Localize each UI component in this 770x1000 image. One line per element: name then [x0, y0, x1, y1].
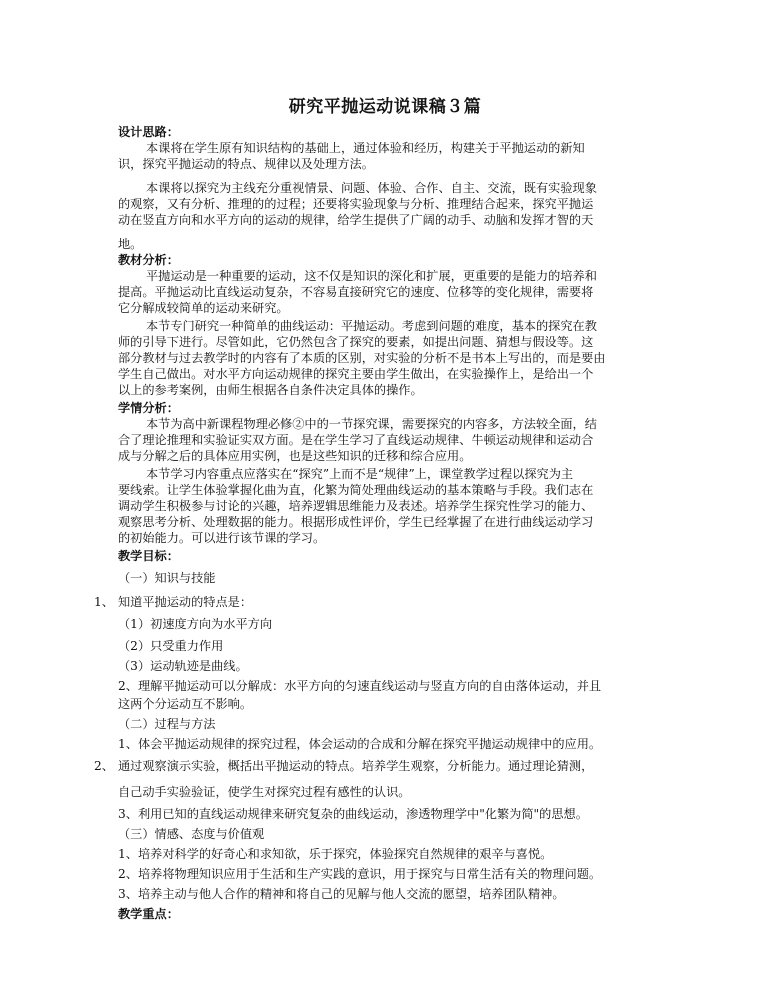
section-heading-key: 教学重点：: [118, 907, 179, 921]
point-item: （1）初速度方向为水平方向: [118, 617, 273, 631]
paragraph-line: 合了理论推理和实验证实双方面。是在学生学习了直线运动规律、牛顿运动规律和运动合: [118, 433, 594, 447]
paragraph-line: 3、利用已知的直线运动规律来研究复杂的曲线运动，渗透物理学中"化繁为简"的思想。: [118, 807, 588, 821]
paragraph-line: 学生自己做出。对水平方向运动规律的探究主要由学生做出，在实验操作上，是给出一个: [118, 367, 594, 381]
paragraph-line: 本节学习内容重点应落实在“探究”上而不是“规律”上，课堂教学过程以探究为主: [146, 467, 574, 481]
list-item: 知道平抛运动的特点是：: [118, 595, 253, 609]
paragraph-line: 地。: [118, 237, 143, 251]
paragraph-line: 动在竖直方向和水平方向的运动的规律，给学生提供了广阔的动手、动脑和发挥才智的天: [118, 213, 594, 227]
list-number: 2、: [94, 759, 114, 773]
paragraph-line: 提高。平抛运动比直线运动复杂，不容易直接研究它的速度、位移等的变化规律，需要将: [118, 285, 594, 299]
subheading-emotion: （三）情感、态度与价值观: [118, 827, 265, 841]
paragraph-line: 1、培养对科学的好奇心和求知欲，乐于探究，体验探究自然规律的艰辛与喜悦。: [118, 847, 553, 861]
section-heading-material: 教材分析：: [118, 253, 179, 267]
document-title: 研究平抛运动说课稿３篇: [288, 97, 482, 117]
paragraph-line: 本节为高中新课程物理必修②中的一节探究课，需要探究的内容多，方法较全面，结: [146, 417, 597, 431]
paragraph-line: 要线索。让学生体验掌握化曲为直，化繁为简处理曲线运动的基本策略与手段。我们志在: [118, 483, 594, 497]
paragraph-line: 的观察，又有分析、推理的的过程；还要将实验现象与分析、推理结合起来，探究平抛运: [118, 197, 594, 211]
paragraph-line: 1、体会平抛运动规律的探究过程，体会运动的合成和分解在探究平抛运动规律中的应用。: [118, 737, 602, 751]
paragraph-line: 本节专门研究一种简单的曲线运动：平抛运动。考虑到问题的难度，基本的探究在教: [146, 319, 597, 333]
paragraph-line: 识，探究平抛运动的特点、规律以及处理方法。: [118, 157, 374, 171]
list-number: 1、: [94, 595, 114, 609]
paragraph-line: 师的引导下进行。尽管如此，它仍然包含了探究的要素，如提出问题、猜想与假设等。这: [118, 335, 594, 349]
point-item: （2）只受重力作用: [118, 639, 224, 653]
paragraph-line: 以上的参考案例，由师生根据各自条件决定具体的操作。: [118, 383, 423, 397]
paragraph-line: 它分解成较简单的运动来研究。: [118, 301, 289, 315]
paragraph-line: 观察思考分析、处理数据的能力。根据形成性评价，学生已经掌握了在进行曲线运动学习: [118, 515, 594, 529]
paragraph-line: 成与分解之后的具体应用实例，也是这些知识的迁移和综合应用。: [118, 449, 472, 463]
section-heading-student: 学情分析：: [118, 401, 179, 415]
list-item: 通过观察演示实验，概括出平抛运动的特点。培养学生观察，分析能力。通过理论猜测，: [118, 759, 594, 773]
paragraph-line: 本课将以探究为主线充分重视情景、问题、体验、合作、自主、交流，既有实验现象: [146, 181, 597, 195]
paragraph-line: 平抛运动是一种重要的运动，这不仅是知识的深化和扩展，更重要的是能力的培养和: [146, 269, 597, 283]
section-heading-design: 设计思路：: [118, 125, 179, 139]
paragraph-line: 2、培养将物理知识应用于生活和生产实践的意识，用于探究与日常生活有关的物理问题。: [118, 867, 602, 881]
paragraph-line: 3、培养主动与他人合作的精神和将自己的见解与他人交流的愿望，培养团队精神。: [118, 887, 565, 901]
paragraph-line: 的初始能力。可以进行该节课的学习。: [118, 531, 326, 545]
paragraph-line: 调动学生积极参与讨论的兴趣，培养逻辑思维能力及表述。培养学生探究性学习的能力、: [118, 499, 594, 513]
paragraph-line: 这两个分运动互不影响。: [118, 697, 253, 711]
point-item: （3）运动轨迹是曲线。: [118, 659, 248, 673]
paragraph-line: 本课将在学生原有知识结构的基础上，通过体验和经历，构建关于平抛运动的新知: [146, 141, 585, 155]
subheading-knowledge: （一）知识与技能: [118, 571, 216, 585]
section-heading-goals: 教学目标：: [118, 549, 179, 563]
subheading-process: （二）过程与方法: [118, 717, 216, 731]
paragraph-line: 部分教材与过去教学时的内容有了本质的区别，对实验的分析不是书本上写出的，而是要由: [118, 351, 606, 365]
paragraph-line: 2、理解平抛运动可以分解成：水平方向的匀速直线运动与竖直方向的自由落体运动，并且: [118, 679, 602, 693]
paragraph-line: 自己动手实验验证，使学生对探究过程有感性的认识。: [118, 785, 411, 799]
